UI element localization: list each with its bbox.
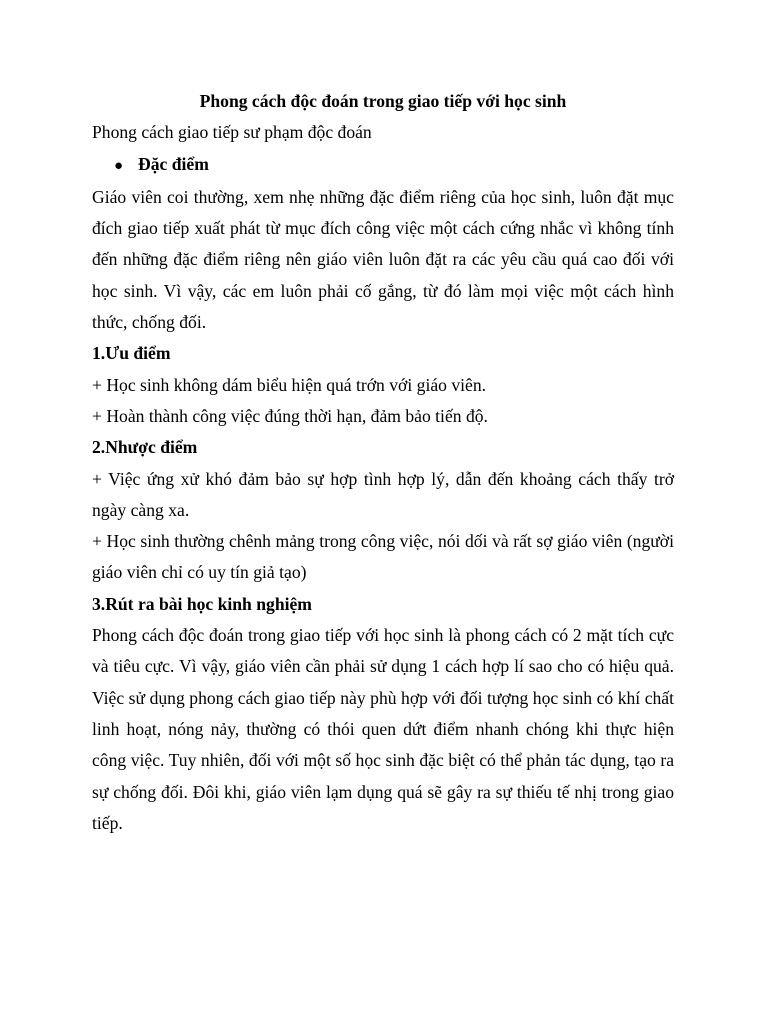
lessons-paragraph: Phong cách độc đoán trong giao tiếp với học sinh là phong cách có 2 mặt tích cực và tiêu cực. Vì vậy, giáo viên cần phải sử dụng 1 cách hợp lí sao cho có hiệu quả. Việc sử dụng phong cách giao tiếp này phù hợp với đối tượng học sinh có khí chất linh hoạt, nóng nảy, thường có thói quen dứt điểm nhanh chóng khi thực hiện công việc. Tuy nhiên, đối với một số học sinh đặc biệt có thể phản tác dụng, tạo ra sự chống đối. Đôi khi, giáo viên lạm dụng quá sẽ gây ra sự thiếu tế nhị trong giao tiếp. (92, 625, 674, 833)
bullet-icon: ● (114, 157, 124, 174)
bullet-item-characteristics (92, 149, 674, 182)
intro-paragraph: Giáo viên coi thường, xem nhẹ những đặc điểm riêng của học sinh, luôn đặt mục đích giao tiếp xuất phát từ mục đích công việc một cách cứng nhắc vì không tính đến những đặc điểm riêng nên giáo viên luôn đặt ra các yêu cầu quá cao đối với học sinh. Vì vậy, các em luôn phải cố gắng, từ đó làm mọi việc một cách hình thức, chống đối. (92, 186, 674, 333)
advantage-item: + Học sinh không dám biểu hiện quá trớn với giáo viên. (92, 374, 487, 395)
advantage-item: + Hoàn thành công việc đúng thời hạn, đảm bảo tiến độ. (92, 405, 488, 426)
bullet-label: Đặc điểm (138, 153, 209, 174)
disadvantage-item: + Học sinh thường chênh mảng trong công việc, nói dối và rất sợ giáo viên (người giáo viên chỉ có uy tín giả tạo) (92, 531, 674, 583)
document-page (92, 86, 674, 839)
document-subtitle: Phong cách giao tiếp sư phạm độc đoán (92, 122, 372, 143)
document-title: Phong cách độc đoán trong giao tiếp với học sinh (199, 91, 567, 111)
disadvantage-item: + Việc ứng xử khó đảm bảo sự hợp tình hợp lý, dẫn đến khoảng cách thấy trở ngày càng xa. (92, 468, 674, 520)
section-heading-lessons: 3.Rút ra bài học kinh nghiệm (92, 593, 312, 614)
section-heading-advantages: 1.Ưu điểm (92, 343, 171, 364)
section-heading-disadvantages: 2.Nhược điểm (92, 437, 198, 458)
